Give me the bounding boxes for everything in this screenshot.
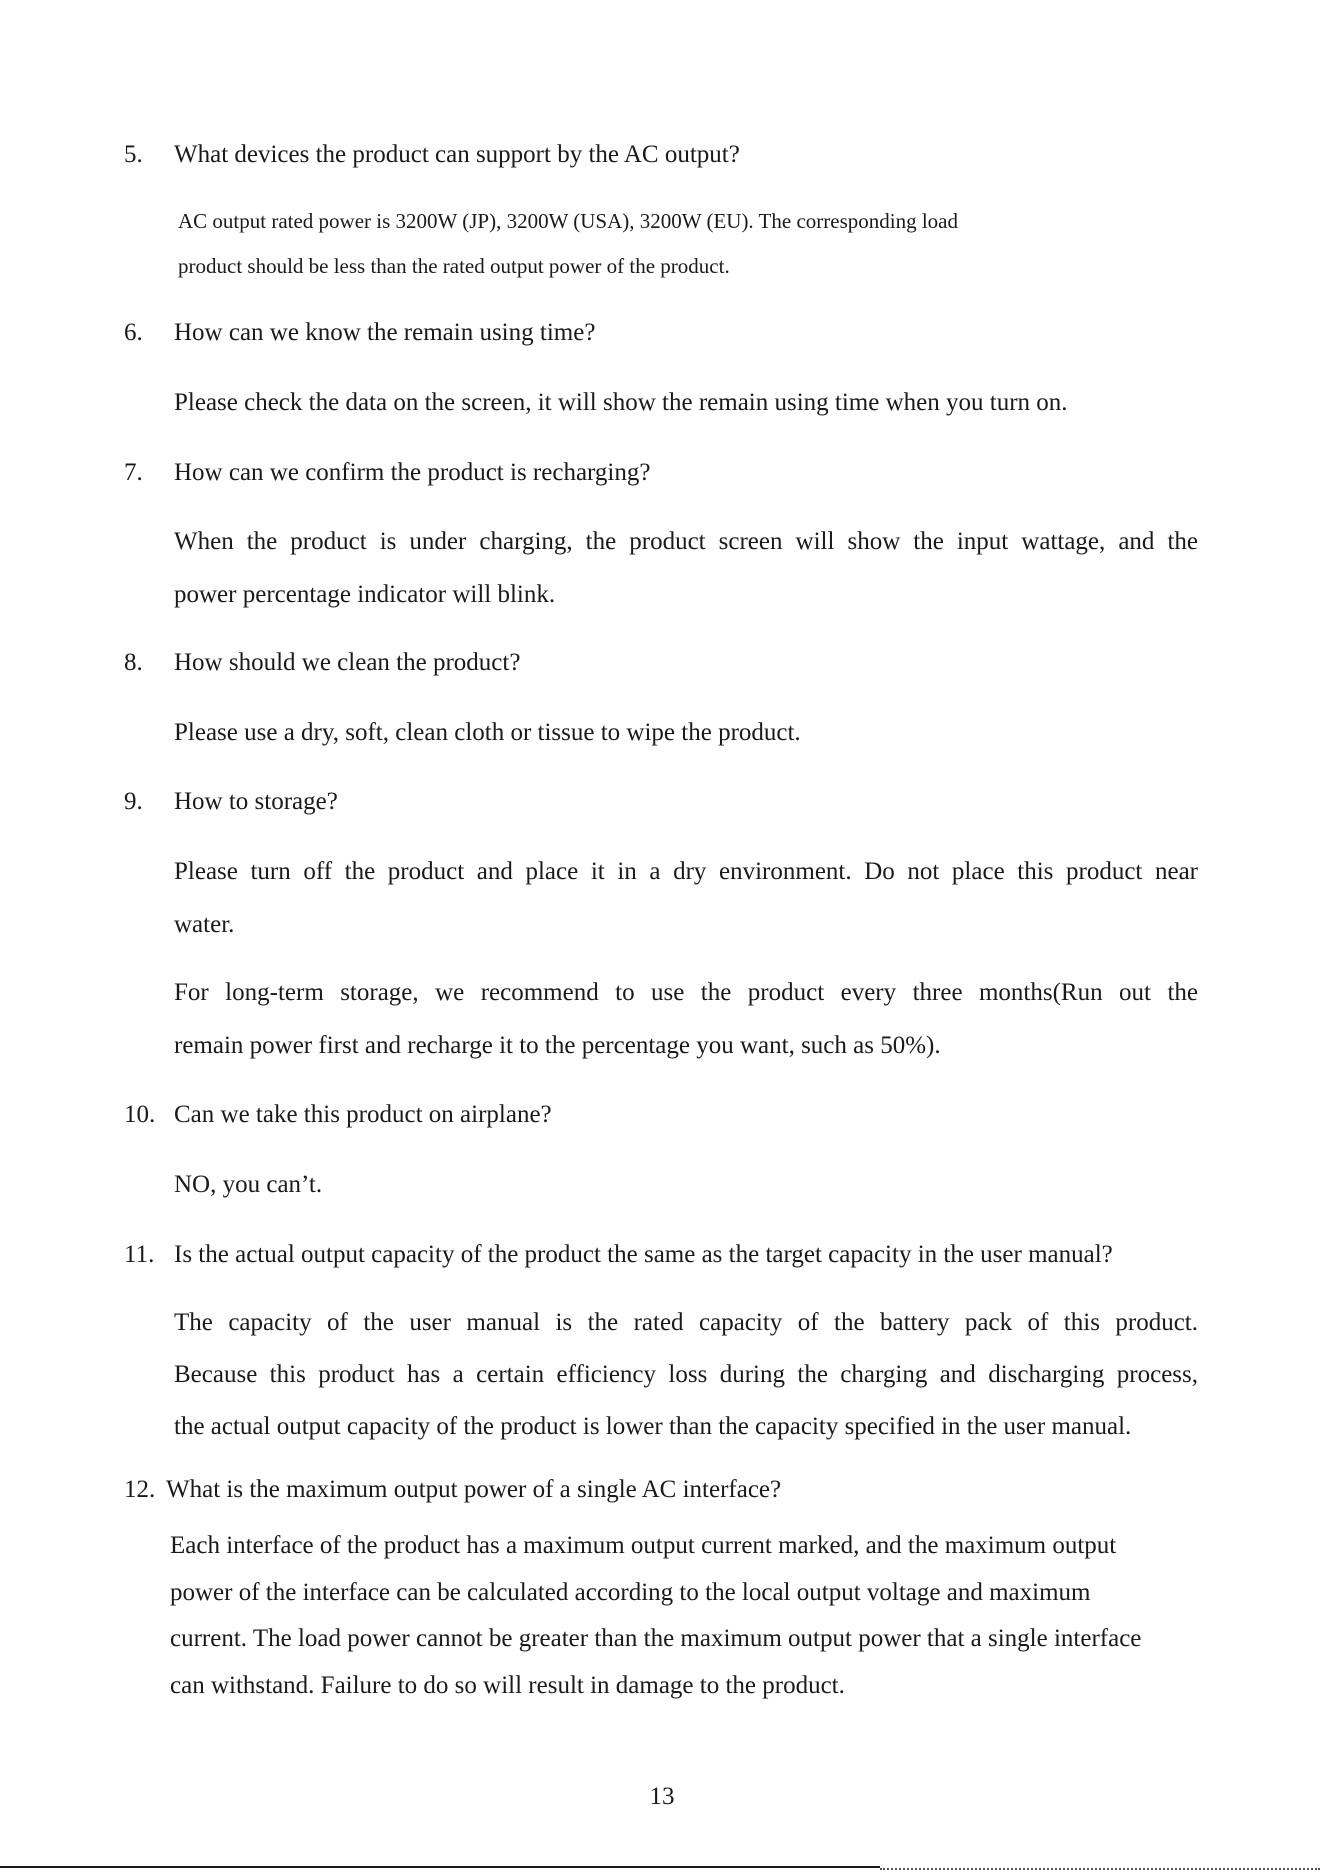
item-number: 7. [124,459,143,486]
answer-line: power of the interface can be calculated according to the local output voltage and maximum [170,1579,1091,1606]
question-text: Is the actual output capacity of the product the same as the target capacity in the user manual? [174,1241,1113,1268]
item-number: 9. [124,788,143,815]
footer-dotted-rule [880,1864,1320,1870]
answer-line: For long-term storage, we recommend to use the product every three months(Run out the [174,979,1198,1006]
answer-line: AC output rated power is 3200W (JP), 3200W (USA), 3200W (EU). The corresponding load [178,209,958,233]
answer-line: power percentage indicator will blink. [174,581,556,608]
item-number: 11. [124,1241,155,1268]
question-text: What devices the product can support by the AC output? [174,141,740,168]
answer-line: NO, you can’t. [174,1171,323,1198]
item-number: 10. [124,1101,156,1128]
page-number: 13 [649,1783,675,1810]
item-number: 12. [124,1476,156,1503]
answer-line: Please turn off the product and place it in a dry environment. Do not place this product near [174,858,1198,885]
question-text: How can we confirm the product is recharging? [174,459,651,486]
question-text: How should we clean the product? [174,649,521,676]
answer-line: the actual output capacity of the product is lower than the capacity specified in the user manual. [174,1413,1132,1440]
footer-rule [0,1866,880,1868]
answer-line: product should be less than the rated output power of the product. [178,254,730,278]
answer-line: Each interface of the product has a maximum output current marked, and the maximum output [170,1532,1117,1559]
item-number: 8. [124,649,143,676]
answer-line: water. [174,911,235,938]
item-number: 5. [124,141,143,168]
answer-line: remain power first and recharge it to the percentage you want, such as 50%). [174,1032,941,1059]
answer-line: When the product is under charging, the product screen will show the input wattage, and the [174,528,1198,555]
question-text: How to storage? [174,788,338,815]
answer-line: Please use a dry, soft, clean cloth or tissue to wipe the product. [174,719,801,746]
question-text: How can we know the remain using time? [174,319,596,346]
answer-line: can withstand. Failure to do so will result in damage to the product. [170,1672,845,1699]
item-number: 6. [124,319,143,346]
answer-line: Because this product has a certain efficiency loss during the charging and discharging process, [174,1361,1198,1388]
answer-line: The capacity of the user manual is the rated capacity of the battery pack of this product. [174,1309,1198,1336]
question-text: Can we take this product on airplane? [174,1101,552,1128]
question-text: What is the maximum output power of a single AC interface? [166,1476,782,1503]
answer-line: current. The load power cannot be greater than the maximum output power that a single interface [170,1625,1142,1652]
answer-line: Please check the data on the screen, it will show the remain using time when you turn on. [174,389,1068,416]
